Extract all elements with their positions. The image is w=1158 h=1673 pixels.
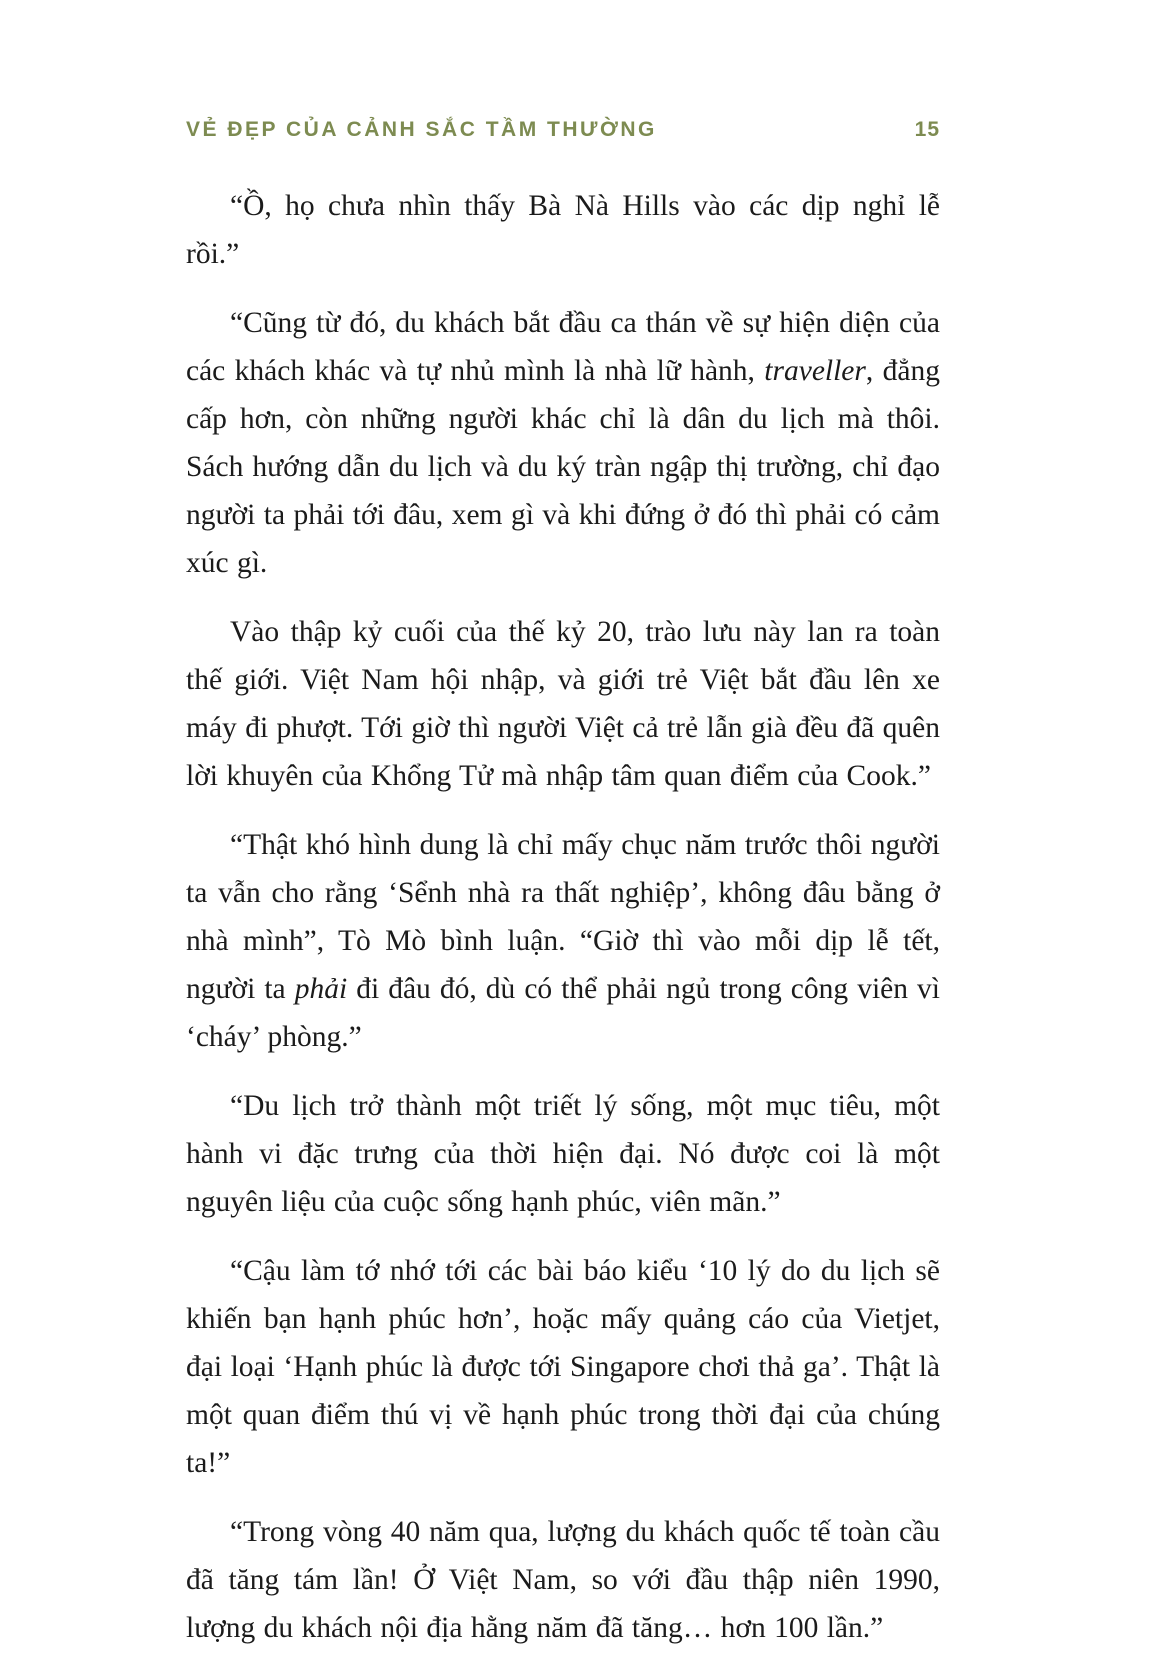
text-run: “Du lịch trở thành một triết lý sống, một mục tiêu, một hành vi đặc trưng của thời hiện đại. Nó được coi là một nguyên liệu của cuộc sống hạnh phúc, viên mãn.” — [186, 1090, 940, 1218]
paragraph — [186, 608, 940, 800]
italic-text-run: phải — [294, 973, 348, 1005]
text-run: “Cũng từ đó, du khách bắt đầu ca thán về sự hiện diện của các khách khác và tự nhủ mình là nhà lữ hành, — [186, 307, 940, 387]
text-run: đi đâu đó, dù có thể phải ngủ trong công viên vì ‘cháy’ phòng.” — [186, 973, 940, 1053]
text-run: “Trong vòng 40 năm qua, lượng du khách quốc tế toàn cầu đã tăng tám lần! Ở Việt Nam, so với đầu thập niên 1990, lượng du khách nội địa hằng năm đã tăng… hơn 100 lần.” — [186, 1516, 940, 1644]
text-run: “Ồ, họ chưa nhìn thấy Bà Nà Hills vào các dịp nghỉ lễ rồi.” — [186, 190, 940, 270]
text-run: , đẳng cấp hơn, còn những người khác chỉ là dân du lịch mà thôi. Sách hướng dẫn du lịch và du ký tràn ngập thị trường, chỉ đạo người ta phải tới đâu, xem gì và khi đứng ở đó thì phải có cảm xúc gì. — [186, 355, 940, 579]
running-header — [186, 118, 940, 142]
book-page — [186, 0, 940, 1673]
paragraph — [186, 1082, 940, 1226]
page-number: 15 — [914, 118, 940, 141]
paragraph — [186, 299, 940, 587]
italic-text-run: traveller — [764, 355, 866, 387]
text-run: Vào thập kỷ cuối của thế kỷ 20, trào lưu này lan ra toàn thế giới. Việt Nam hội nhập, và giới trẻ Việt bắt đầu lên xe máy đi phượt. Tới giờ thì người Việt cả trẻ lẫn già đều đã quên lời khuyên của Khổng Tử mà nhập tâm quan điểm của Cook.” — [186, 616, 940, 792]
paragraph — [186, 1508, 940, 1652]
paragraph — [186, 821, 940, 1061]
text-run: “Thật khó hình dung là chỉ mấy chục năm trước thôi người ta vẫn cho rằng ‘Sểnh nhà ra thất nghiệp’, không đâu bằng ở nhà mình”, Tò Mò bình luận. “Giờ thì vào mỗi dịp lễ tết, người ta — [186, 829, 940, 1005]
paragraph — [186, 182, 940, 278]
chapter-title: VẺ ĐẸP CỦA CẢNH SẮC TẦM THƯỜNG — [186, 118, 657, 141]
text-run: “Cậu làm tớ nhớ tới các bài báo kiểu ‘10 lý do du lịch sẽ khiến bạn hạnh phúc hơn’, hoặc mấy quảng cáo của Vietjet, đại loại ‘Hạnh phúc là được tới Singapore chơi thả ga’. Thật là một quan điểm thú vị về hạnh phúc trong thời đại của chúng ta!” — [186, 1255, 940, 1479]
page-body — [186, 182, 940, 1652]
paragraph — [186, 1247, 940, 1487]
